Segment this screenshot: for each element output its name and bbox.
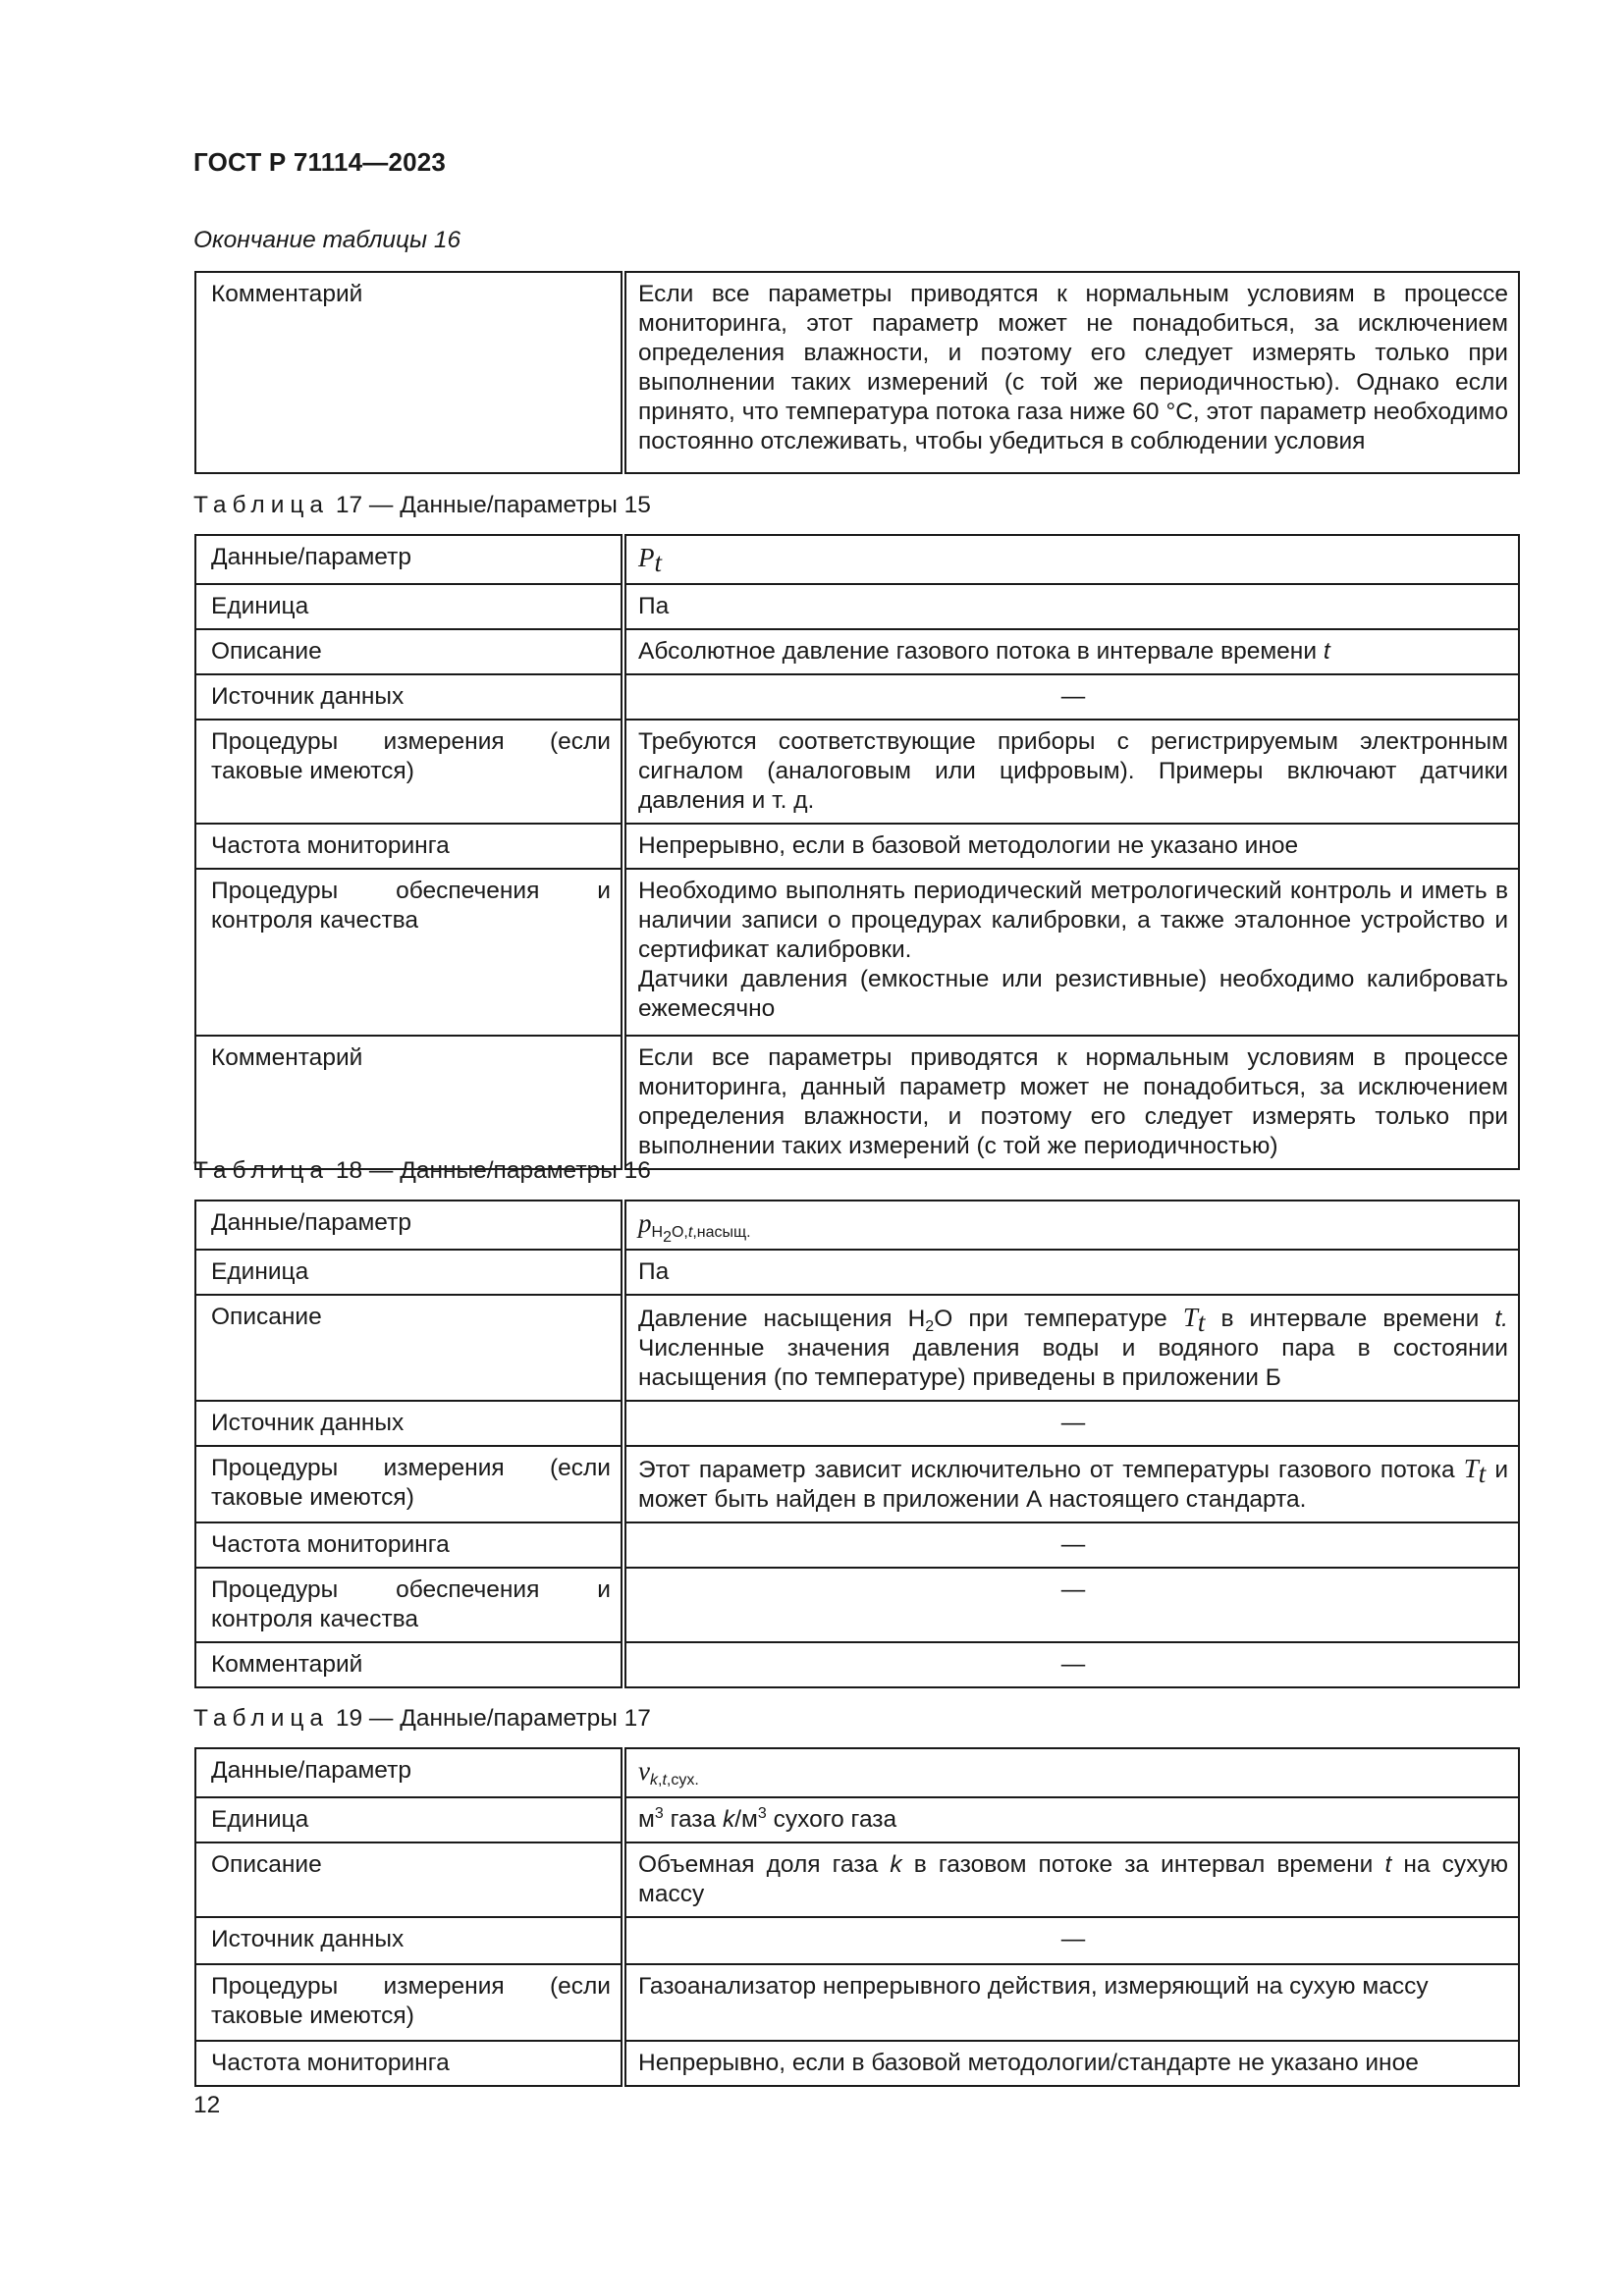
row-value: Если все параметры приводятся к нормальным условиям в процессе мониторинга, данный параметр может не понадобиться, за исключением определения влажности, и поэтому его следует измерять только при выполнении таких измерений (с той же периодичностью) — [623, 1036, 1519, 1169]
row-key: Процедуры измерения (если таковые имеются) — [195, 720, 623, 824]
table-row — [195, 1250, 1519, 1295]
row-key: Процедуры измерения (если таковые имеются) — [195, 1964, 623, 2041]
row-key: Частота мониторинга — [195, 824, 623, 869]
table19-caption: Таблица 19 — Данные/параметры 17 — [193, 1705, 651, 1732]
row-key: Комментарий — [195, 272, 623, 473]
table-row — [195, 1917, 1519, 1964]
row-key: Источник данных — [195, 1917, 623, 1964]
table-row — [195, 674, 1519, 720]
row-value: $м^3$ газа $k/м^3$ сухого газа — [623, 1797, 1519, 1842]
row-key: Описание — [195, 1295, 623, 1401]
table-row — [195, 1964, 1519, 2041]
table-row — [195, 1797, 1519, 1842]
table18 — [194, 1200, 1520, 1688]
row-value: Объемная доля газа k в газовом потоке за интервал времени t на сухую массу — [623, 1842, 1519, 1917]
table18-caption: Таблица 18 — Данные/параметры 16 — [193, 1157, 651, 1184]
table-row — [195, 1642, 1519, 1687]
row-key: Частота мониторинга — [195, 1522, 623, 1568]
table-row — [195, 629, 1519, 674]
row-key: Процедуры измерения (если таковые имеются) — [195, 1446, 623, 1522]
row-value: $v_{k,t,сух.}$ — [623, 1748, 1519, 1797]
table-row — [195, 1201, 1519, 1250]
table16-continuation-caption: Окончание таблицы 16 — [193, 227, 461, 253]
row-key: Описание — [195, 1842, 623, 1917]
table17-caption: Таблица 17 — Данные/параметры 15 — [193, 492, 651, 518]
row-key: Комментарий — [195, 1642, 623, 1687]
table16-end — [194, 271, 1520, 474]
row-value: Если все параметры приводятся к нормальным условиям в процессе мониторинга, этот параметр может не понадобиться, за исключением определения влажности, и поэтому его следует измерять только при выполнении таких измерений (с той же периодичностью). Однако если принято, что температура потока газа ниже 60 °С, этот параметр необходимо постоянно отслеживать, чтобы убедиться в соблюдении условия — [623, 272, 1519, 473]
row-value: $P_t$ — [623, 535, 1519, 584]
row-value: — — [623, 1568, 1519, 1642]
row-key: Единица — [195, 584, 623, 629]
row-value: Па — [623, 1250, 1519, 1295]
row-value: Необходимо выполнять периодический метрологический контроль и иметь в наличии записи о процедурах калибровки, а также эталонное устройство и сертификат калибровки. Датчики давления (емкостные или резистивные) необходимо калибровать ежемесячно — [623, 869, 1519, 1036]
row-key: Данные/параметр — [195, 1748, 623, 1797]
row-value: — — [623, 1522, 1519, 1568]
row-key: Источник данных — [195, 1401, 623, 1446]
row-value: Непрерывно, если в базовой методологии/стандарте не указано иное — [623, 2041, 1519, 2086]
table-row — [195, 1446, 1519, 1522]
table-row — [195, 1748, 1519, 1797]
row-value: — — [623, 1917, 1519, 1964]
row-key: Описание — [195, 629, 623, 674]
table-row — [195, 1401, 1519, 1446]
row-value: — — [623, 1642, 1519, 1687]
row-value: — — [623, 1401, 1519, 1446]
row-value: — — [623, 674, 1519, 720]
row-value: Газоанализатор непрерывного действия, измеряющий на сухую массу — [623, 1964, 1519, 2041]
table-row — [195, 824, 1519, 869]
page-number: 12 — [193, 2092, 221, 2118]
table-row — [195, 869, 1519, 1036]
row-key: Частота мониторинга — [195, 2041, 623, 2086]
row-key: Комментарий — [195, 1036, 623, 1169]
row-key: Процедуры обеспечения и контроля качества — [195, 869, 623, 1036]
row-value: Давление насыщения $H_2O$ при температуре $T_t$ в интервале времени t. Численные значения давления воды и водяного пара в состоянии насыщения (по температуре) приведены в приложении Б — [623, 1295, 1519, 1401]
table-row — [195, 584, 1519, 629]
row-key: Процедуры обеспечения и контроля качества — [195, 1568, 623, 1642]
row-value: Этот параметр зависит исключительно от температуры газового потока $T_t$ и может быть найден в приложении А настоящего стандарта. — [623, 1446, 1519, 1522]
row-key: Источник данных — [195, 674, 623, 720]
table-row — [195, 2041, 1519, 2086]
row-key: Единица — [195, 1250, 623, 1295]
table-row — [195, 1036, 1519, 1169]
row-key: Данные/параметр — [195, 535, 623, 584]
row-key: Данные/параметр — [195, 1201, 623, 1250]
table-row — [195, 1568, 1519, 1642]
row-value: Абсолютное давление газового потока в интервале времени t — [623, 629, 1519, 674]
row-value: $p_{H_2O,t,насыщ.}$ — [623, 1201, 1519, 1250]
document-header: ГОСТ Р 71114—2023 — [193, 147, 447, 177]
row-key: Единица — [195, 1797, 623, 1842]
table17 — [194, 534, 1520, 1170]
row-value: Па — [623, 584, 1519, 629]
table-row — [195, 535, 1519, 584]
row-value: Требуются соответствующие приборы с регистрируемым электронным сигналом (аналоговым или цифровым). Примеры включают датчики давления и т. д. — [623, 720, 1519, 824]
table19 — [194, 1747, 1520, 2087]
table-row — [195, 1522, 1519, 1568]
table-row — [195, 1295, 1519, 1401]
table-row — [195, 1842, 1519, 1917]
row-value: Непрерывно, если в базовой методологии не указано иное — [623, 824, 1519, 869]
table-row — [195, 272, 1519, 473]
table-row — [195, 720, 1519, 824]
